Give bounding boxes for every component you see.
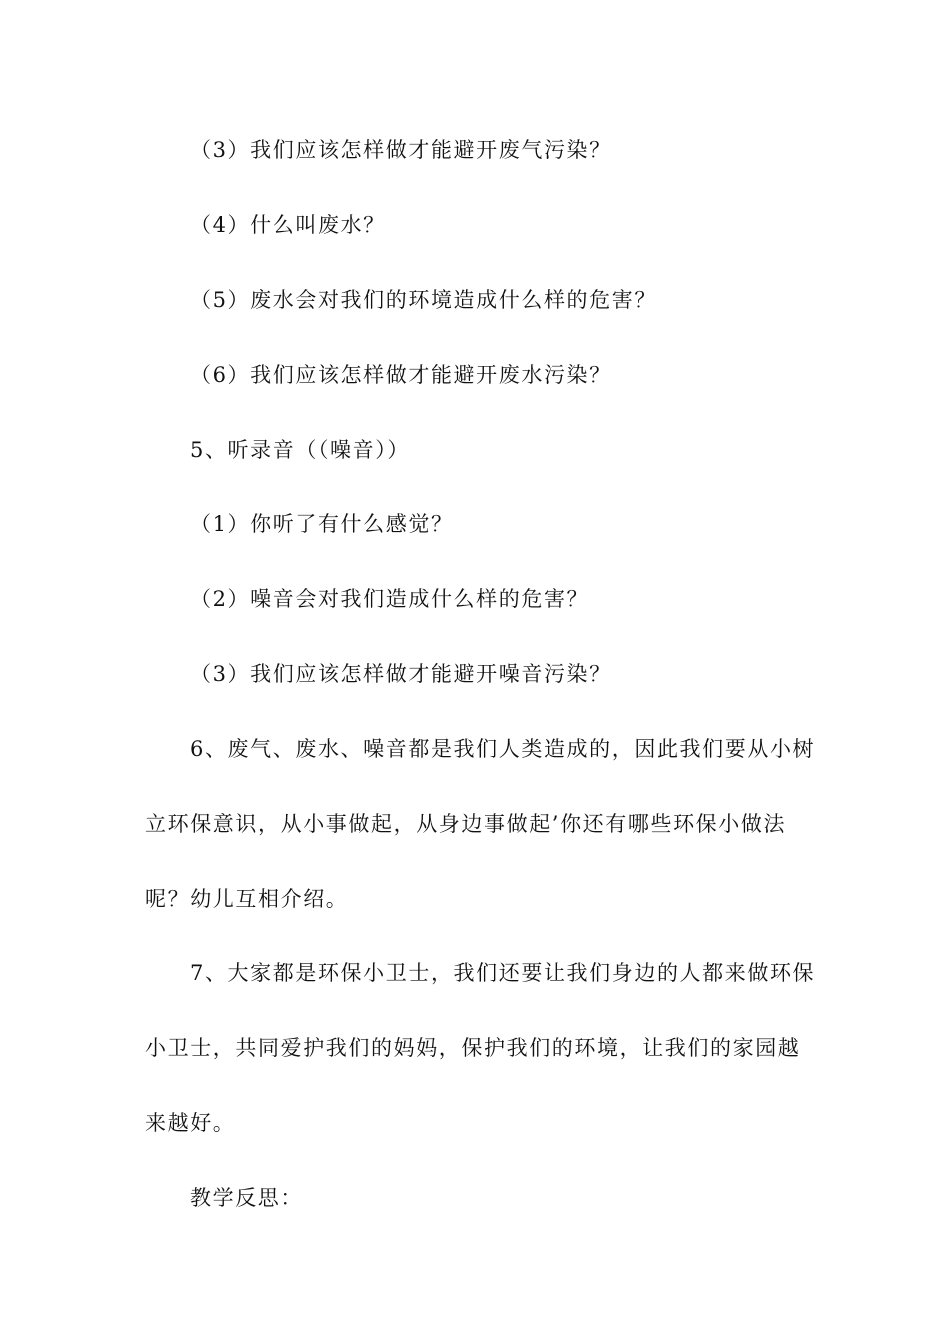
noise-question-1: （1）你听了有什么感觉？: [190, 512, 454, 536]
noise-question-2: （2）噪音会对我们造成什么样的危害？: [190, 587, 590, 611]
step-6-line-3: 呢？幼儿互相介绍。: [145, 887, 349, 911]
question-4-what-is-wastewater: （4）什么叫废水？: [190, 213, 386, 237]
question-3-exhaust-avoid: （3）我们应该怎样做才能避开废气污染？: [190, 138, 612, 162]
teaching-reflection-heading: 教学反思：: [190, 1186, 303, 1210]
noise-question-3: （3）我们应该怎样做才能避开噪音污染？: [190, 662, 612, 686]
step-7-line-2: 小卫士，共同爱护我们的妈妈，保护我们的环境，让我们的家园越: [145, 1036, 801, 1060]
question-6-wastewater-avoid: （6）我们应该怎样做才能避开废水污染？: [190, 363, 612, 387]
step-6-line-1: 6、废气、废水、噪音都是我们人类造成的，因此我们要从小树: [190, 737, 816, 761]
step-6-line-2: 立环保意识，从小事做起，从身边事做起’你还有哪些环保小做法: [145, 812, 787, 836]
step-7-line-1: 7、大家都是环保小卫士，我们还要让我们身边的人都来做环保: [190, 961, 816, 985]
question-5-wastewater-harm: （5）废水会对我们的环境造成什么样的危害？: [190, 288, 657, 312]
step-7-line-3: 来越好。: [145, 1111, 236, 1135]
step-5-listen-recording: 5、听录音（（噪音））: [190, 438, 410, 462]
